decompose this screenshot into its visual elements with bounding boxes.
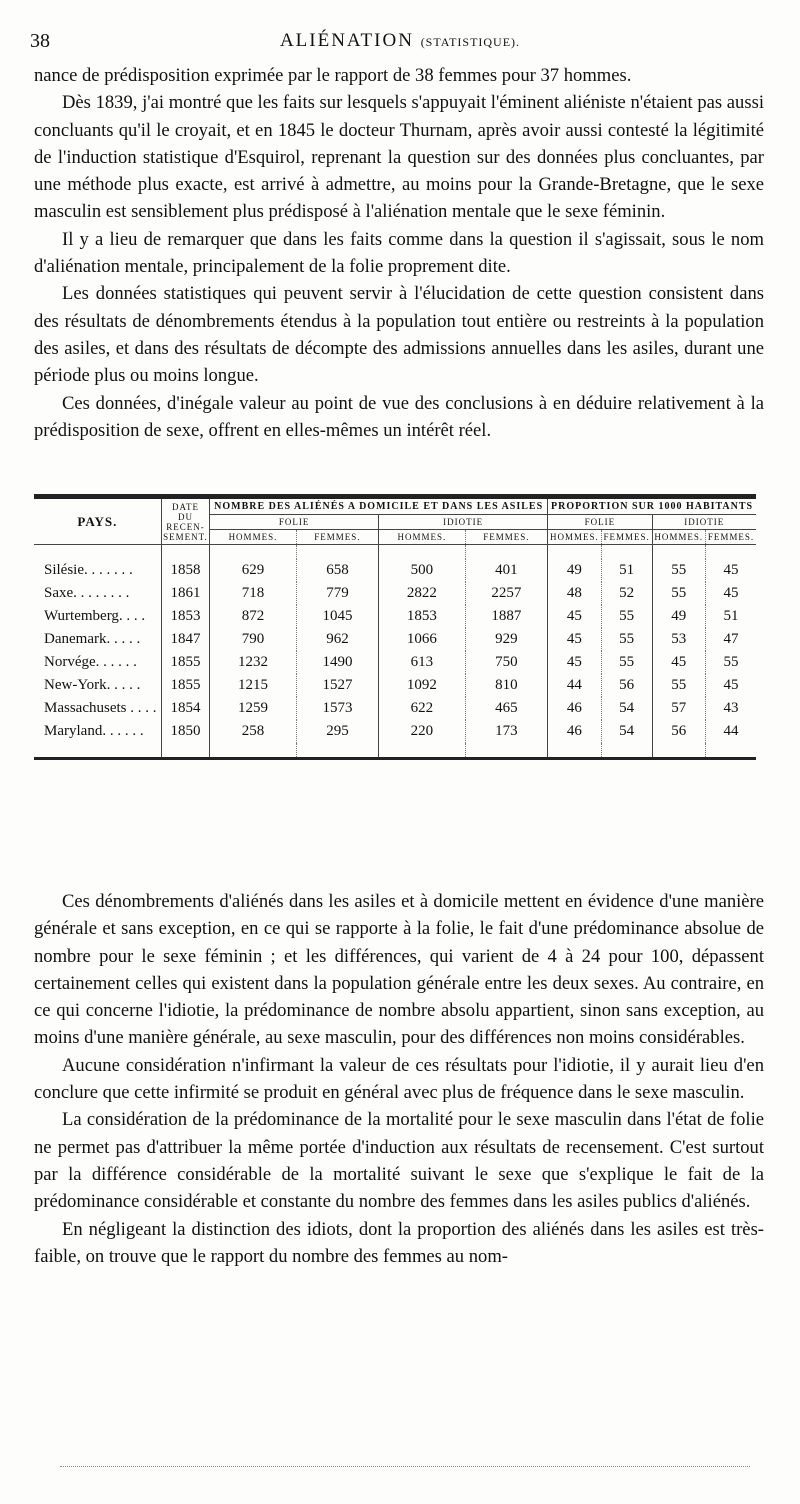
value-cell: 55 [601,651,652,674]
value-cell: 43 [723,700,739,716]
value-cell: 1092 [379,674,466,697]
paragraph: Il y a lieu de remarquer que dans les faits comme dans la question il s'agissait, sous le nom d'aliénation mentale, principalement de la folie proprement dite. [34,228,764,278]
table-row [34,697,756,720]
value-cell: 54 [601,720,652,743]
femmes-header: FEMMES. [601,530,652,545]
value-cell: 55 [652,559,705,582]
proportion-group-header: PROPORTION SUR 1000 HABITANTS [548,497,756,515]
idiotie-header: IDIOTIE [652,515,756,530]
running-title-main: ALIÉNATION [279,30,414,51]
value-cell: 258 [210,720,297,743]
value-cell: 750 [465,651,547,674]
table-row [34,720,756,743]
date-header-line: DU [177,511,193,522]
date-header-line: RECEN- [166,521,205,532]
value-cell: 49 [548,559,601,582]
value-cell: 613 [379,651,466,674]
date-header-line: DATE [171,501,199,512]
value-cell: 44 [723,723,739,739]
femmes-header: FEMMES. [296,530,378,545]
hommes-header: HOMMES. [548,530,601,545]
top-text-block [34,62,764,444]
paragraph: Dès 1839, j'ai montré que les faits sur lesquels s'appuyait l'éminent aliéniste n'étaient pas aussi concluants qu'il le croyait, et en 1845 le docteur Thurnam, après avoir aussi contesté la légitimité de l'induction statistique d'Esquirol, reprenant la question sur des données plus concluantes, par une méthode plus exacte, est arrivé à admettre, au moins pour la Grande-Bretagne, que le sexe masculin est sensiblement plus prédisposé à l'aliénation mentale que le sexe féminin. [34,92,764,223]
date-header [161,497,209,545]
value-cell: 1853 [379,605,466,628]
value-cell: 54 [601,697,652,720]
value-cell: 872 [210,605,297,628]
value-cell: 465 [465,697,547,720]
value-cell: 1861 [161,582,209,605]
value-cell: 1855 [161,651,209,674]
bottom-text-block [34,888,764,1270]
value-cell: 46 [548,720,601,743]
value-cell: 1855 [161,674,209,697]
running-title-sub: (STATISTIQUE). [420,35,521,49]
country-cell: Norvége. . . . . . [34,651,161,674]
value-cell: 220 [379,720,466,743]
value-cell: 1573 [296,697,378,720]
paragraph: La considération de la prédominance de la mortalité pour le sexe masculin dans l'état de folie ne permet pas d'attribuer la même portée d'induction aux résultats de recensement. C'est surtout par la différence considérable de la mortalité suivant le sexe que s'explique le fait de la prédominance considérable et constante du nombre des femmes dans les asiles publics d'aliénés. [34,1109,764,1213]
country-cell: Danemark. . . . . [34,628,161,651]
country-cell: Massachusets . . . . [34,697,161,720]
femmes-header: FEMMES. [706,530,757,545]
value-cell: 51 [601,559,652,582]
paragraph: Ces dénombrements d'aliénés dans les asiles et à domicile mettent en évidence d'une manière générale et sans exception, en ce qui se rapporte à la folie, le fait d'une prédominance absolue de nombre pour le sexe féminin ; et les différences, qui varient de 4 à 24 pour 100, dépassent certainement celles qui existent dans la population générale entre les deux sexes. Au contraire, en ce qui concerne l'idiotie, la prédominance de nombre absolu appartient, sinon sans exception, au moins d'une manière générale, au sexe masculin, pour des différences non moins considérables. [34,891,764,1049]
paragraph: nance de prédisposition exprimée par le rapport de 38 femmes pour 37 hommes. [34,65,632,86]
value-cell: 57 [652,697,705,720]
value-cell: 1215 [210,674,297,697]
folie-header: FOLIE [210,515,379,530]
value-cell: 45 [652,651,705,674]
value-cell: 2257 [465,582,547,605]
value-cell: 622 [379,697,466,720]
hommes-header: HOMMES. [210,530,297,545]
value-cell: 1232 [210,651,297,674]
country-cell: Maryland. . . . . . [34,720,161,743]
table-row [34,651,756,674]
value-cell: 46 [548,697,601,720]
value-cell: 52 [601,582,652,605]
hommes-header: HOMMES. [652,530,705,545]
value-cell: 47 [723,631,739,647]
value-cell: 44 [548,674,601,697]
value-cell: 500 [379,559,466,582]
footer-rule [60,1466,750,1467]
pays-header: PAYS. [34,497,161,545]
value-cell: 55 [723,654,739,670]
hommes-header: HOMMES. [379,530,466,545]
country-cell: Silésie. . . . . . . [34,559,161,582]
statistics-table [34,494,756,760]
value-cell: 295 [296,720,378,743]
paragraph: En négligeant la distinction des idiots, dont la proportion des aliénés dans les asiles est très-faible, on trouve que le rapport du nombre des femmes au nom- [34,1218,764,1267]
idiotie-header: IDIOTIE [379,515,548,530]
table-body [34,545,756,759]
table-row [34,605,756,628]
value-cell: 1847 [161,628,209,651]
running-title [30,30,770,52]
value-cell: 810 [465,674,547,697]
value-cell: 929 [465,628,547,651]
value-cell: 1858 [161,559,209,582]
value-cell: 1887 [465,605,547,628]
statistics-table-box [34,494,756,862]
value-cell: 1527 [296,674,378,697]
value-cell: 658 [296,559,378,582]
value-cell: 1854 [161,697,209,720]
value-cell: 2822 [379,582,466,605]
country-cell: New-York. . . . . [34,674,161,697]
value-cell: 48 [548,582,601,605]
value-cell: 55 [652,582,705,605]
value-cell: 45 [548,628,601,651]
value-cell: 55 [652,674,705,697]
table-row [34,559,756,582]
value-cell: 1853 [161,605,209,628]
table-row [34,628,756,651]
value-cell: 55 [601,628,652,651]
paragraph: Les données statistiques qui peuvent servir à l'élucidation de cette question consistent dans des résultats de dénombrements étendus à la population tout entière ou restreints à la population des asiles, et dans des résultats de décompte des admissions annuelles dans les asiles, durant une période plus ou moins longue. [34,283,764,387]
page-number: 38 [30,30,50,52]
value-cell: 53 [652,628,705,651]
value-cell: 51 [723,608,739,624]
folie-header: FOLIE [548,515,652,530]
page-header [30,30,770,60]
value-cell: 1490 [296,651,378,674]
value-cell: 45 [723,562,739,578]
femmes-header: FEMMES. [465,530,547,545]
value-cell: 45 [548,605,601,628]
table-row [34,674,756,697]
value-cell: 790 [210,628,297,651]
value-cell: 1259 [210,697,297,720]
value-cell: 56 [601,674,652,697]
value-cell: 45 [548,651,601,674]
value-cell: 45 [723,585,739,601]
paragraph: Ces données, d'inégale valeur au point de vue des conclusions à en déduire relativement à la prédisposition de sexe, offrent en elles-mêmes un intérêt réel. [34,392,764,441]
value-cell: 56 [652,720,705,743]
value-cell: 962 [296,628,378,651]
value-cell: 49 [652,605,705,628]
date-header-line: SEMENT. [163,531,208,542]
table-row [34,582,756,605]
value-cell: 45 [723,677,739,693]
value-cell: 1850 [161,720,209,743]
value-cell: 1066 [379,628,466,651]
paragraph: Aucune considération n'infirmant la valeur de ces résultats pour l'idiotie, il y aurait lieu d'en conclure que cette infirmité se produit en général avec plus de fréquence dans le sexe masculin. [34,1054,764,1104]
value-cell: 779 [296,582,378,605]
value-cell: 401 [465,559,547,582]
value-cell: 55 [601,605,652,628]
value-cell: 1045 [296,605,378,628]
country-cell: Wurtemberg. . . . [34,605,161,628]
value-cell: 173 [465,720,547,743]
country-cell: Saxe. . . . . . . . [34,582,161,605]
count-group-header: NOMBRE DES ALIÉNÉS A DOMICILE ET DANS LES ASILES [210,497,548,515]
value-cell: 718 [210,582,297,605]
value-cell: 629 [210,559,297,582]
